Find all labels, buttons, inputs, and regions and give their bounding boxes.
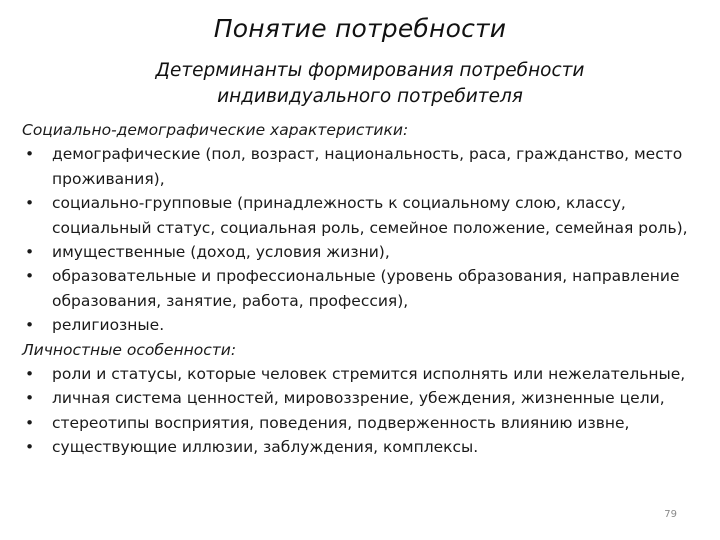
section-heading-personal: Личностные особенности: <box>22 340 237 359</box>
list-item: • имущественные (доход, условия жизни), <box>22 240 712 264</box>
section-heading-socio-demographic: Социально-демографические характеристики: <box>22 121 409 139</box>
slide-body <box>22 118 712 460</box>
list-item: • роли и статусы, которые человек стремится исполнять или нежелательные, <box>22 362 712 386</box>
list-item: • религиозные. <box>22 313 712 337</box>
page-number: 79 <box>664 509 677 520</box>
socio-demographic-list <box>22 142 712 337</box>
list-item: • личная система ценностей, мировоззрение, убеждения, жизненные цели, <box>22 386 712 410</box>
list-item: • образовательные и профессиональные (уровень образования, направление образования, занятие, работа, профессия), <box>22 264 712 313</box>
list-item: • стереотипы восприятия, поведения, подверженность влиянию извне, <box>22 411 712 435</box>
list-item: • демографические (пол, возраст, национальность, раса, гражданство, место проживания), <box>22 142 712 191</box>
personal-features-list <box>22 362 712 460</box>
slide-subtitle: Детерминанты формирования потребности индивидуального потребителя <box>155 60 585 107</box>
list-item: • социально-групповые (принадлежность к социальному слою, классу, социальный статус, социальная роль, семейное положение, семейная роль), <box>22 191 712 240</box>
list-item: • существующие иллюзии, заблуждения, комплексы. <box>22 435 712 459</box>
slide-title: Понятие потребности <box>213 14 507 43</box>
